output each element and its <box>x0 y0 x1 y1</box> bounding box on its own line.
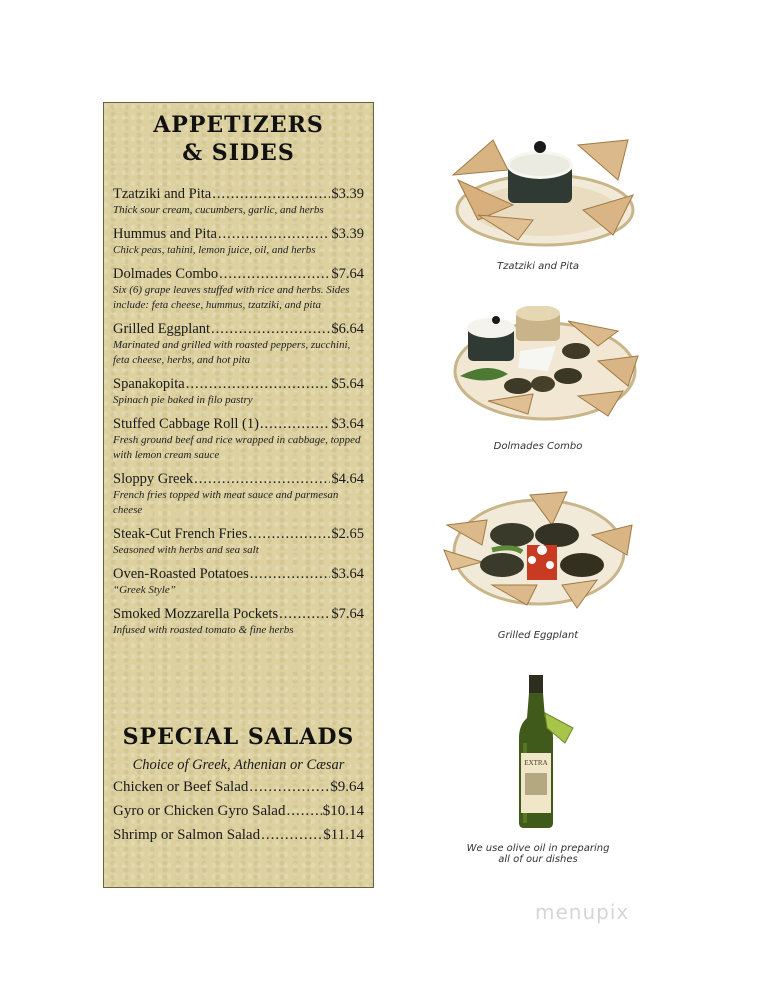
menu-item <box>113 471 364 518</box>
item-name: Sloppy Greek <box>113 471 194 487</box>
leader-dots <box>260 416 330 433</box>
appetizers-heading <box>104 111 373 167</box>
item-name: Chicken or Beef Salad <box>113 779 249 795</box>
item-description: Fresh ground beef and rice wrapped in cabbage, topped with lemon cream sauce <box>113 434 361 461</box>
item-name: Steak-Cut French Fries <box>113 526 248 542</box>
item-price: $11.14 <box>323 827 364 843</box>
watermark: menupix <box>535 900 630 924</box>
salad-list <box>104 778 373 845</box>
salads-choice: Choice of Greek, Athenian or Cæsar <box>132 757 345 773</box>
item-price: $9.64 <box>330 779 364 795</box>
item-price: $5.64 <box>331 376 364 392</box>
leader-dots <box>286 802 321 821</box>
caption-olive-oil-line1: We use olive oil in preparing <box>466 843 610 854</box>
item-price: $4.64 <box>331 471 364 487</box>
menu-panel <box>103 102 374 888</box>
menu-item <box>113 186 364 218</box>
leader-dots <box>250 566 331 583</box>
caption-eggplant: Grilled Eggplant <box>497 630 579 641</box>
item-price: $3.39 <box>331 186 364 202</box>
item-description: Chick peas, tahini, lemon juice, oil, and herbs <box>113 244 316 256</box>
salads-heading: SPECIAL SALADS <box>122 724 355 750</box>
menu-item <box>113 226 364 258</box>
item-name: Gyro or Chicken Gyro Salad <box>113 803 286 819</box>
item-price: $10.14 <box>322 803 364 819</box>
leader-dots <box>211 321 330 338</box>
item-name: Smoked Mozzarella Pockets <box>113 606 279 622</box>
item-price: $3.39 <box>331 226 364 242</box>
item-description: Infused with roasted tomato & fine herbs <box>113 624 294 636</box>
leader-dots <box>186 376 331 393</box>
item-name: Dolmades Combo <box>113 266 219 282</box>
salad-item <box>113 826 364 845</box>
salads-section <box>104 723 373 850</box>
item-name: Tzatziki and Pita <box>113 186 212 202</box>
item-name: Grilled Eggplant <box>113 321 211 337</box>
item-name: Stuffed Cabbage Roll (1) <box>113 416 259 432</box>
caption-olive-oil <box>438 843 638 865</box>
leader-dots <box>212 186 330 203</box>
item-description: Seasoned with herbs and sea salt <box>113 544 259 556</box>
item-price: $7.64 <box>331 266 364 282</box>
salad-item <box>113 802 364 821</box>
item-price: $2.65 <box>331 526 364 542</box>
leader-dots <box>249 778 329 797</box>
item-description: Marinated and grilled with roasted peppers, zucchini, feta cheese, herbs, and hot pita <box>113 339 351 366</box>
menu-item <box>113 606 364 638</box>
leader-dots <box>218 226 330 243</box>
caption-dolmades: Dolmades Combo <box>493 441 583 452</box>
leader-dots <box>261 826 322 845</box>
item-price: $7.64 <box>331 606 364 622</box>
dolmades-photo <box>448 306 643 426</box>
leader-dots <box>279 606 330 623</box>
item-name: Hummus and Pita <box>113 226 217 242</box>
menu-item <box>113 416 364 463</box>
leader-dots <box>219 266 330 283</box>
item-price: $3.64 <box>331 566 364 582</box>
item-description: Spinach pie baked in filo pastry <box>113 394 253 406</box>
item-description: Six (6) grape leaves stuffed with rice and herbs. Sides include: feta cheese, hummus, tzatziki, and pita <box>113 284 350 311</box>
menu-item <box>113 376 364 408</box>
item-price: $3.64 <box>331 416 364 432</box>
menu-item <box>113 266 364 313</box>
appetizers-title-line2: & SIDES <box>182 140 295 166</box>
item-name: Oven-Roasted Potatoes <box>113 566 249 582</box>
eggplant-photo <box>442 490 637 615</box>
caption-olive-oil-line2: all of our dishes <box>498 854 578 865</box>
item-description: Thick sour cream, cucumbers, garlic, and herbs <box>113 204 324 216</box>
item-description: “Greek Style” <box>113 584 176 596</box>
bottle-label: EXTRA <box>524 759 548 767</box>
item-name: Shrimp or Salmon Salad <box>113 827 261 843</box>
salad-item <box>113 778 364 797</box>
olive-oil-bottle-photo <box>505 673 585 833</box>
menu-item <box>113 526 364 558</box>
item-price: $6.64 <box>331 321 364 337</box>
menu-item <box>113 321 364 368</box>
appetizers-title-line1: APPETIZERS <box>153 112 324 138</box>
item-description: French fries topped with meat sauce and parmesan cheese <box>113 489 339 516</box>
item-name: Spanakopita <box>113 376 185 392</box>
leader-dots <box>194 471 330 488</box>
leader-dots <box>249 526 331 543</box>
appetizer-list <box>113 186 364 646</box>
tzatziki-photo <box>448 125 643 250</box>
caption-tzatziki: Tzatziki and Pita <box>496 261 580 272</box>
menu-item <box>113 566 364 598</box>
